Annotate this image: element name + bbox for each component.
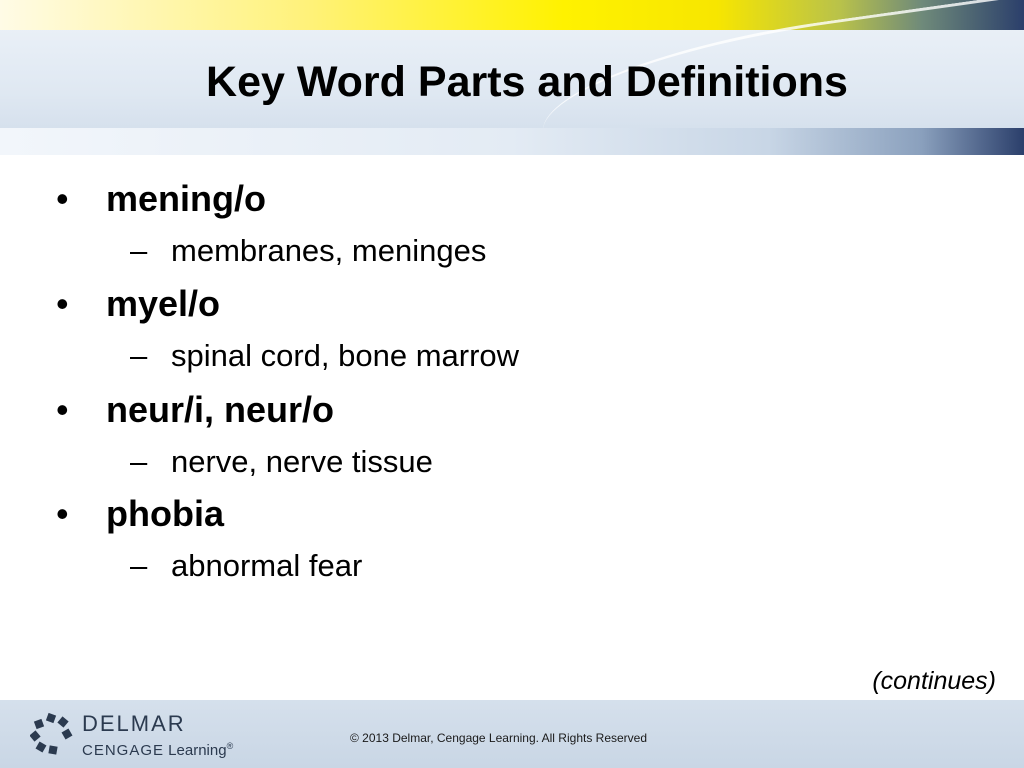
term-label: myel/o — [106, 283, 221, 324]
dash: – — [130, 548, 148, 583]
logo-name: DELMAR — [82, 711, 186, 736]
cengage-logo-icon — [30, 712, 74, 756]
term-item — [0, 280, 900, 328]
header-band — [0, 0, 1024, 155]
logo-sub-caps: CENGAGE — [82, 742, 165, 759]
definition-item — [0, 335, 900, 377]
term-item — [0, 175, 900, 223]
bullet: • — [56, 493, 69, 534]
definition-item — [0, 441, 900, 483]
bullet: • — [56, 389, 69, 430]
logo-trademark: ® — [226, 741, 234, 751]
term-item — [0, 490, 900, 538]
term-item — [0, 386, 900, 434]
term-label: phobia — [106, 493, 224, 534]
dash: – — [130, 444, 148, 479]
header-bottom-stripe — [0, 128, 1024, 155]
definition-item — [0, 230, 900, 272]
delmar-cengage-logo — [30, 710, 240, 760]
term-label: mening/o — [106, 178, 266, 219]
definition-item — [0, 545, 900, 587]
logo-sub-word: Learning — [164, 742, 227, 759]
bullet: • — [56, 178, 69, 219]
slide-title: Key Word Parts and Definitions — [206, 58, 848, 106]
bullet: • — [56, 283, 69, 324]
continues-note: (continues) — [872, 667, 996, 695]
copyright-text: © 2013 Delmar, Cengage Learning. All Rights Reserved — [350, 731, 648, 745]
logo-subtitle — [82, 737, 233, 760]
dash: – — [130, 233, 148, 268]
definition-label: membranes, meninges — [171, 233, 487, 268]
footer — [0, 700, 1024, 768]
definition-label: spinal cord, bone marrow — [171, 338, 520, 373]
definition-label: abnormal fear — [171, 548, 363, 583]
term-label: neur/i, neur/o — [106, 389, 335, 430]
dash: – — [130, 338, 148, 373]
definition-label: nerve, nerve tissue — [171, 444, 433, 479]
